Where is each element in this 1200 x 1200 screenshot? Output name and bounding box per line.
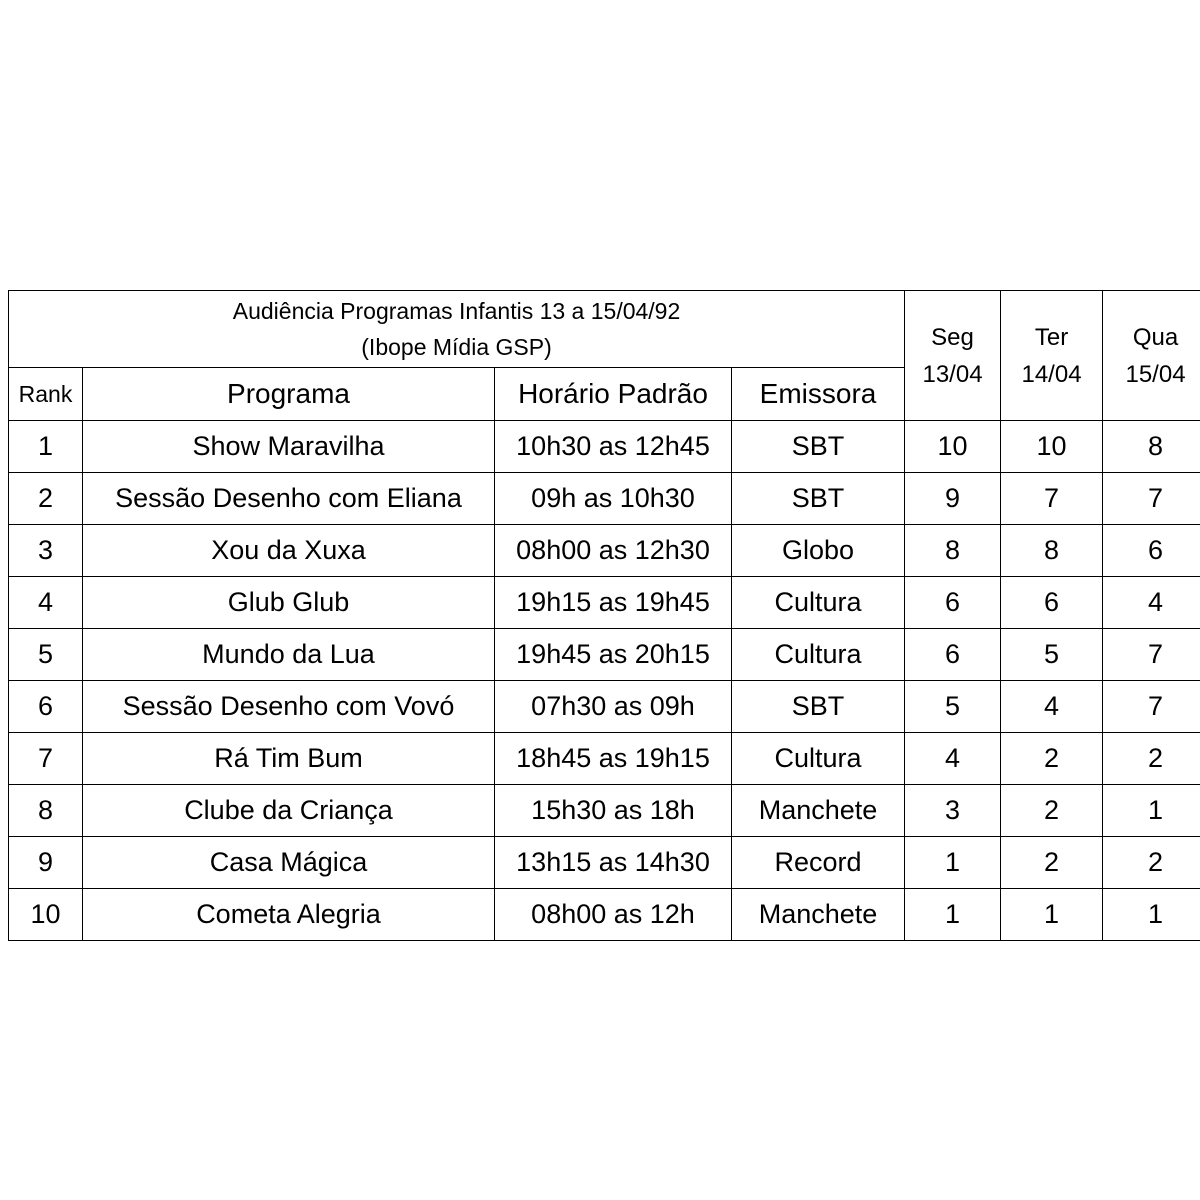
table-body [9,421,1200,941]
cell-rank: 6 [9,681,83,733]
cell-horario: 10h30 as 12h45 [495,421,732,473]
cell-emissora: Cultura [732,629,905,681]
cell-emissora: SBT [732,421,905,473]
table-row [9,577,1200,629]
cell-ter: 1 [1001,889,1103,941]
cell-horario: 08h00 as 12h30 [495,525,732,577]
day-header-seg [905,291,1001,421]
column-header-emissora: Emissora [732,368,905,421]
day-weekday: Qua [1132,323,1179,351]
cell-programa: Clube da Criança [83,785,495,837]
cell-horario: 18h45 as 19h15 [495,733,732,785]
cell-emissora: Cultura [732,733,905,785]
ratings-table [8,290,1200,941]
cell-qua: 4 [1103,577,1200,629]
day-date: 13/04 [922,360,983,388]
cell-emissora: Globo [732,525,905,577]
cell-rank: 2 [9,473,83,525]
cell-qua: 1 [1103,889,1200,941]
cell-programa: Rá Tim Bum [83,733,495,785]
day-date: 15/04 [1125,360,1186,388]
cell-rank: 9 [9,837,83,889]
cell-seg: 6 [905,629,1001,681]
cell-qua: 7 [1103,681,1200,733]
cell-qua: 2 [1103,837,1200,889]
cell-emissora: SBT [732,681,905,733]
table-row [9,785,1200,837]
cell-emissora: Manchete [732,785,905,837]
cell-seg: 4 [905,733,1001,785]
cell-seg: 1 [905,837,1001,889]
cell-programa: Mundo da Lua [83,629,495,681]
cell-rank: 1 [9,421,83,473]
table-row [9,629,1200,681]
cell-qua: 7 [1103,629,1200,681]
cell-ter: 2 [1001,837,1103,889]
cell-qua: 2 [1103,733,1200,785]
cell-programa: Glub Glub [83,577,495,629]
cell-seg: 5 [905,681,1001,733]
day-date: 14/04 [1021,360,1082,388]
cell-emissora: Manchete [732,889,905,941]
cell-horario: 07h30 as 09h [495,681,732,733]
cell-emissora: Record [732,837,905,889]
cell-programa: Show Maravilha [83,421,495,473]
cell-programa: Sessão Desenho com Vovó [83,681,495,733]
cell-rank: 8 [9,785,83,837]
cell-rank: 5 [9,629,83,681]
cell-rank: 10 [9,889,83,941]
table-row [9,421,1200,473]
table-row [9,473,1200,525]
cell-qua: 1 [1103,785,1200,837]
cell-programa: Sessão Desenho com Eliana [83,473,495,525]
title-row [9,291,1200,368]
cell-qua: 7 [1103,473,1200,525]
cell-horario: 15h30 as 18h [495,785,732,837]
table-title-line1: Audiência Programas Infantis 13 a 15/04/92 [232,298,681,324]
cell-rank: 4 [9,577,83,629]
cell-emissora: SBT [732,473,905,525]
cell-seg: 1 [905,889,1001,941]
cell-horario: 19h15 as 19h45 [495,577,732,629]
table-row [9,681,1200,733]
cell-horario: 08h00 as 12h [495,889,732,941]
cell-qua: 8 [1103,421,1200,473]
cell-ter: 10 [1001,421,1103,473]
column-header-rank: Rank [9,368,83,421]
cell-ter: 8 [1001,525,1103,577]
cell-qua: 6 [1103,525,1200,577]
day-header-qua [1103,291,1200,421]
cell-seg: 9 [905,473,1001,525]
table-title [9,291,905,368]
cell-ter: 4 [1001,681,1103,733]
cell-horario: 09h as 10h30 [495,473,732,525]
day-weekday: Ter [1034,323,1069,351]
table-title-line2: (Ibope Mídia GSP) [361,334,552,360]
table-row [9,889,1200,941]
cell-ter: 6 [1001,577,1103,629]
column-header-programa: Programa [83,368,495,421]
cell-programa: Casa Mágica [83,837,495,889]
cell-ter: 2 [1001,733,1103,785]
cell-ter: 5 [1001,629,1103,681]
cell-seg: 8 [905,525,1001,577]
cell-horario: 13h15 as 14h30 [495,837,732,889]
cell-seg: 10 [905,421,1001,473]
cell-horario: 19h45 as 20h15 [495,629,732,681]
cell-ter: 2 [1001,785,1103,837]
cell-rank: 7 [9,733,83,785]
cell-ter: 7 [1001,473,1103,525]
cell-seg: 6 [905,577,1001,629]
table-row [9,733,1200,785]
cell-seg: 3 [905,785,1001,837]
cell-programa: Cometa Alegria [83,889,495,941]
table-row [9,837,1200,889]
day-header-ter [1001,291,1103,421]
table-row [9,525,1200,577]
cell-programa: Xou da Xuxa [83,525,495,577]
day-weekday: Seg [931,323,974,351]
cell-rank: 3 [9,525,83,577]
cell-emissora: Cultura [732,577,905,629]
column-header-horario: Horário Padrão [495,368,732,421]
table-header [9,291,1200,421]
